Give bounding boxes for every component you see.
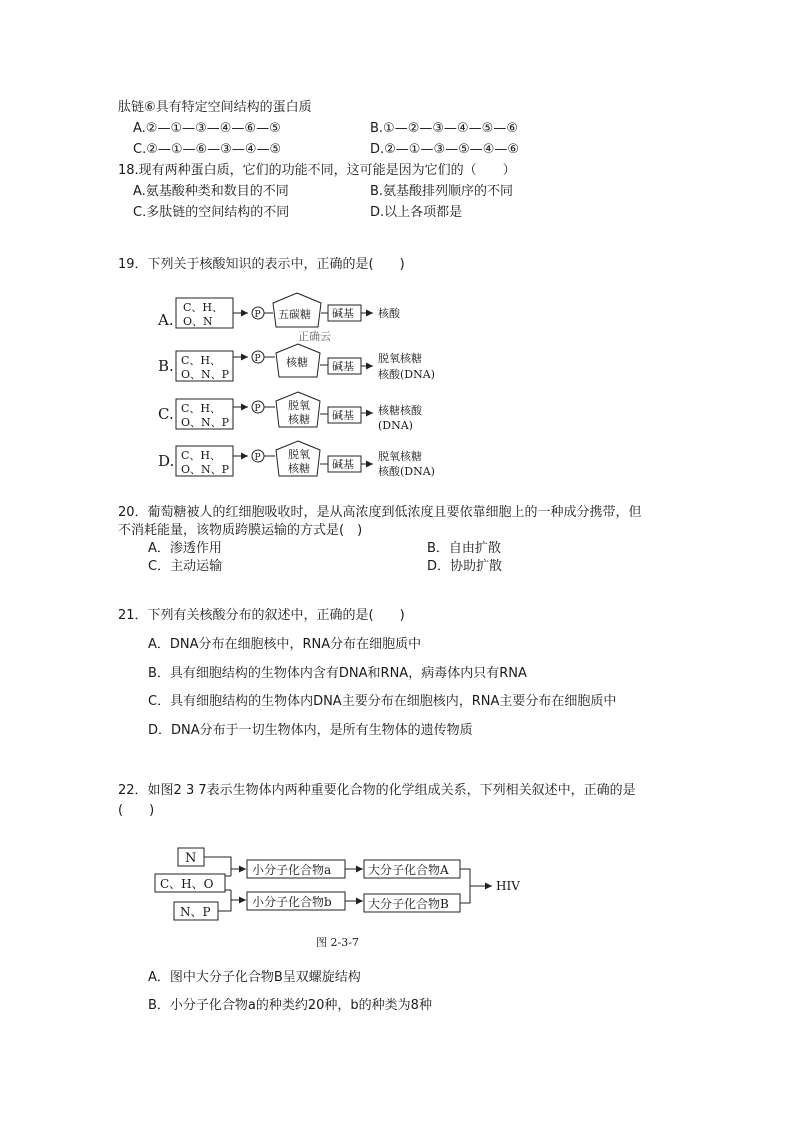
q22-big-b-label: 大分子化合物B [368,897,449,911]
q22-small-a-label: 小分子化合物a [252,863,332,877]
q19-elements-line2: O、N、P [181,416,230,429]
q19-result-line2: 核酸(DNA) [378,368,435,381]
q19-result-line1: 核糖核酸 [378,404,422,417]
q19-elements-line2: O、N、P [181,463,230,476]
q19-result-line2: 核酸(DNA) [378,465,435,478]
q19-elements-line1: C、H、 [181,402,222,415]
q21-option-d: D．DNA分布于一切生物体内，是所有生物体的遗传物质 [148,723,473,738]
q19-elements-line1: C、H、 [181,354,222,367]
q22-figure-caption: 图 2-3-7 [316,936,359,949]
q22-n-label: N [185,851,197,866]
q19-row-letter: D. [158,452,175,470]
q18-option-a: A.氨基酸种类和数目的不同 [133,184,289,199]
q20-stem-line1: 20．葡萄糖被人的红细胞吸收时，是从高浓度到低浓度且要依靠细胞上的一种成分携带，但 [118,505,642,520]
q21-option-c: C．具有细胞结构的生物体内DNA主要分布在细胞核内，RNA主要分布在细胞质中 [148,694,617,709]
q22-option-a: A．图中大分子化合物B呈双螺旋结构 [148,970,361,985]
q22-hiv-label: HIV [496,879,520,893]
q19-sugar-line1: 脱氧 [288,399,310,412]
q19-phosphate-label: P [254,404,261,414]
q20-option-b: B．自由扩散 [427,541,501,556]
q18-stem: 18.现有两种蛋白质，它们的功能不同，这可能是因为它们的（ ） [118,163,516,178]
q22-big-a-label: 大分子化合物A [368,863,449,877]
q17-option-d: D.②—①—③—⑤—④—⑥ [370,142,520,157]
q19-base-label: 碱基 [332,307,354,320]
q19-result-line1: 核酸 [378,307,400,320]
q22-stem-line1: 22．如图2 3 7表示生物体内两种重要化合物的化学组成关系，下列相关叙述中，正确的是 [118,783,636,798]
q19-result-line2: (DNA) [378,419,413,432]
q21-stem: 21．下列有关核酸分布的叙述中，正确的是( ) [118,608,405,623]
q19-row-letter: B. [158,357,174,375]
q18-option-b: B.氨基酸排列顺序的不同 [370,184,514,199]
q19-watermark: 正确云 [298,330,331,343]
q19-elements-line1: C、H、 [183,301,224,314]
q19-sugar-line2: 核糖 [288,413,310,426]
q22-cho-label: C、H、O [160,877,214,891]
q19-base-label: 碱基 [332,360,354,373]
q19-base-label: 碱基 [332,458,354,471]
q19-result-line1: 脱氧核糖 [378,450,422,463]
q17-option-a: A.②—①—③—④—⑥—⑤ [133,121,281,136]
q19-sugar-line2: 核糖 [288,462,310,475]
q19-result-line1: 脱氧核糖 [378,352,422,365]
q19-sugar-line1: 脱氧 [288,448,310,461]
q20-option-a: A．渗透作用 [148,541,222,556]
q22-stem-line2: ( ) [118,803,155,818]
q20-option-c: C．主动运输 [148,559,223,574]
q22-small-b-label: 小分子化合物b [252,895,332,909]
q20-stem-line2: 不消耗能量，该物质跨膜运输的方式是( ) [118,523,363,538]
q19-phosphate-label: P [254,310,261,320]
q17-option-c: C.②—①—⑥—③—④—⑤ [133,142,282,157]
q17-option-b: B.①—②—③—④—⑤—⑥ [370,121,518,136]
q19-sugar-line1: 核糖 [286,356,308,369]
q20-option-d: D．协助扩散 [427,559,503,574]
q17-stem-end: 肽链⑥具有特定空间结构的蛋白质 [118,100,312,115]
q19-phosphate-label: P [254,453,261,463]
q19-stem: 19．下列关于核酸知识的表示中，正确的是( ) [118,257,405,272]
q19-row-letter: C. [158,405,174,423]
q21-option-b: B．具有细胞结构的生物体内含有DNA和RNA，病毒体内只有RNA [148,666,527,681]
q18-option-c: C.多肽链的空间结构的不同 [133,205,290,220]
q22-np-label: N、P [180,905,211,919]
q21-option-a: A．DNA分布在细胞核中，RNA分布在细胞质中 [148,637,422,652]
q19-elements-line1: C、H、 [181,449,222,462]
q19-base-label: 碱基 [332,409,354,422]
q18-option-d: D.以上各项都是 [370,205,463,220]
q19-row-letter: A. [158,311,174,329]
q19-elements-line2: O、N、P [181,368,230,381]
q19-elements-line2: O、N [183,315,213,328]
q22-option-b: B．小分子化合物a的种类约20种，b的种类为8种 [148,998,432,1013]
q19-phosphate-label: P [254,354,261,364]
q19-sugar-line1: 五碳糖 [278,308,311,321]
